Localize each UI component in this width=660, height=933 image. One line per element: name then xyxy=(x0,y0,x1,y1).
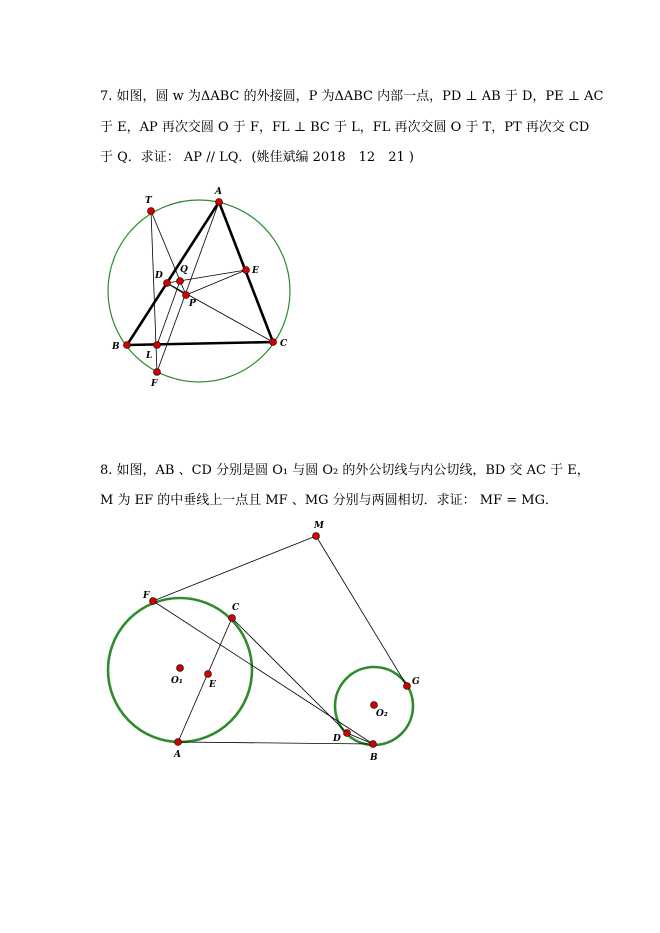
point-E xyxy=(243,267,250,274)
point-Q xyxy=(177,278,184,285)
point-L xyxy=(154,342,161,349)
label-Q: Q xyxy=(180,265,188,275)
problem7-statement-line1: 7. 如图，圆 w 为ΔABC 的外接圆，P 为ΔABC 内部一点，PD ⊥ AB 于 D，PE ⊥ AC xyxy=(100,89,604,104)
label-M: M xyxy=(314,521,324,531)
label-O2: O₂ xyxy=(376,709,388,719)
label-P: P xyxy=(189,299,196,309)
point-A xyxy=(216,199,223,206)
point-B xyxy=(124,342,131,349)
label-F: F xyxy=(151,379,158,389)
label-D: D xyxy=(333,734,341,744)
point-T xyxy=(148,208,155,215)
label-O1: O₁ xyxy=(171,676,183,686)
label-G: G xyxy=(412,677,420,687)
label-L: L xyxy=(146,351,153,361)
label-B: B xyxy=(370,753,378,763)
label-B: B xyxy=(112,342,120,352)
point-C xyxy=(270,339,277,346)
label-F: F xyxy=(143,591,150,601)
problem7-statement-line2: 于 E，AP 再次交圆 O 于 F，FL ⊥ BC 于 L，FL 再次交圆 O 于 T，PT 再次交 CD xyxy=(100,120,590,135)
label-A: A xyxy=(174,750,181,760)
label-A: A xyxy=(215,187,222,197)
label-T: T xyxy=(145,196,152,206)
point-D xyxy=(164,280,171,287)
point-F xyxy=(154,369,161,376)
problem7-statement-line3: 于 Q．求证： AP // LQ．(姚佳斌编 2018 12 21 ) xyxy=(100,150,414,165)
circumcircle-w xyxy=(108,200,290,382)
problem8-statement-line1: 8. 如图，AB 、CD 分别是圆 O₁ 与圆 O₂ 的外公切线与内公切线，BD 交 AC 于 E， xyxy=(100,463,590,478)
label-E: E xyxy=(209,680,216,690)
point-P xyxy=(183,292,190,299)
label-D: D xyxy=(155,271,163,281)
label-C: C xyxy=(280,339,288,349)
problem8-statement-line2: M 为 EF 的中垂线上一点且 MF 、MG 分别与两圆相切．求证： MF = MG． xyxy=(100,493,558,508)
label-C: C xyxy=(232,603,240,613)
label-E: E xyxy=(252,266,259,276)
